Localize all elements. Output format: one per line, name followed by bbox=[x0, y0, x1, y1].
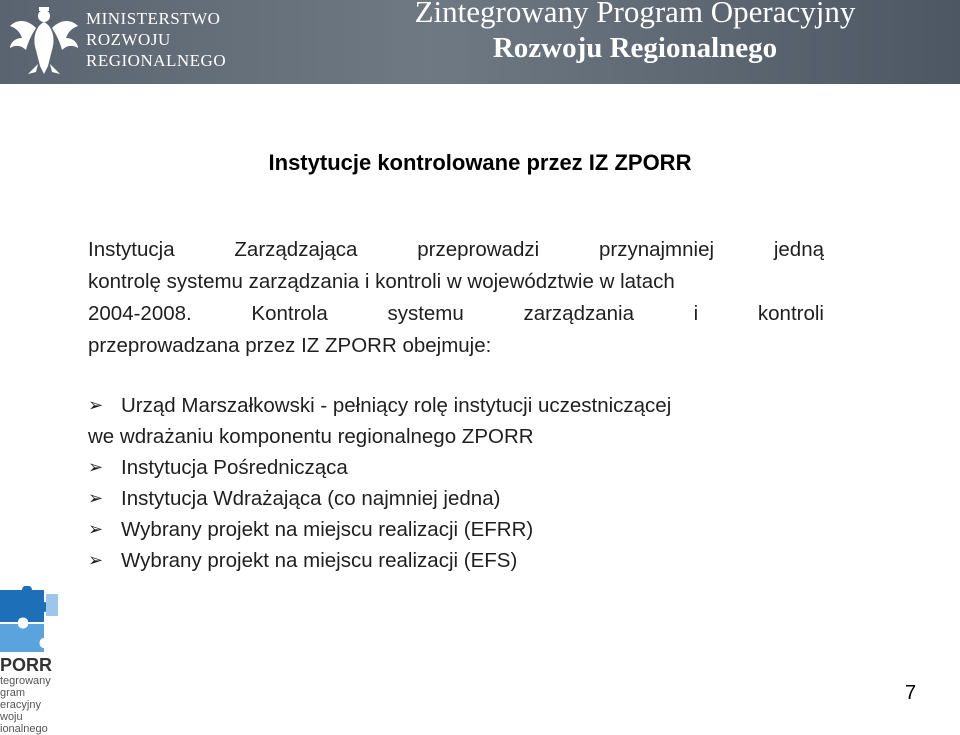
list-item bbox=[88, 390, 868, 421]
arrow-bullet-icon: ➢ bbox=[88, 457, 104, 477]
program-title-line1: Zintegrowany Program Operacyjny bbox=[414, 0, 856, 29]
ministry-line: ROZWOJU bbox=[86, 30, 171, 49]
bullet-list bbox=[88, 390, 868, 576]
header-banner bbox=[0, 0, 960, 84]
logo-line: woju bbox=[0, 711, 23, 723]
paragraph-line: przeprowadzana przez IZ ZPORR obejmuje: bbox=[88, 334, 492, 357]
ministry-name bbox=[86, 8, 226, 71]
list-item-text: Wybrany projekt na miejscu realizacji (EFS) bbox=[121, 549, 518, 572]
paragraph-line: Instytucja Zarządzająca przeprowadzi przynajmniej jedną bbox=[88, 238, 824, 261]
list-item-text: Instytucja Wdrażająca (co najmniej jedna) bbox=[121, 487, 501, 510]
logo-line: gram bbox=[0, 687, 26, 699]
list-item-text: Wybrany projekt na miejscu realizacji (EFRR) bbox=[121, 518, 534, 541]
slide-title: Instytucje kontrolowane przez IZ ZPORR bbox=[268, 150, 692, 175]
paragraph-line: kontrolę systemu zarządzania i kontroli w województwie w latach bbox=[88, 270, 675, 293]
list-item bbox=[88, 545, 868, 576]
program-title bbox=[310, 0, 960, 66]
logo-line: ionalnego bbox=[0, 723, 48, 735]
program-title-line2: Rozwoju Regionalnego bbox=[492, 32, 778, 64]
arrow-bullet-icon: ➢ bbox=[88, 550, 104, 570]
polish-eagle-emblem-icon bbox=[6, 4, 82, 78]
paragraph-line: 2004-2008. Kontrola systemu zarządzania i kontroli bbox=[88, 302, 824, 325]
zporr-logo-text bbox=[0, 655, 60, 735]
list-item-continuation: we wdrażaniu komponentu regionalnego ZPORR bbox=[88, 425, 534, 448]
arrow-bullet-icon: ➢ bbox=[88, 519, 104, 539]
list-item bbox=[88, 452, 868, 483]
page-number: 7 bbox=[905, 682, 917, 704]
logo-big-text: PORR bbox=[0, 655, 53, 675]
list-item-text: Urząd Marszałkowski - pełniący rolę instytucji uczestniczącej bbox=[121, 394, 672, 417]
logo-line: tegrowany bbox=[0, 675, 51, 687]
logo-line: eracyjny bbox=[0, 699, 41, 711]
arrow-bullet-icon: ➢ bbox=[88, 395, 104, 415]
ministry-line: REGIONALNEGO bbox=[86, 51, 227, 70]
list-item bbox=[88, 514, 868, 545]
intro-paragraph bbox=[88, 234, 824, 362]
list-item bbox=[88, 483, 868, 514]
list-item-text: Instytucja Pośrednicząca bbox=[121, 456, 348, 479]
ministry-line: MINISTERSTWO bbox=[86, 9, 221, 28]
arrow-bullet-icon: ➢ bbox=[88, 488, 104, 508]
